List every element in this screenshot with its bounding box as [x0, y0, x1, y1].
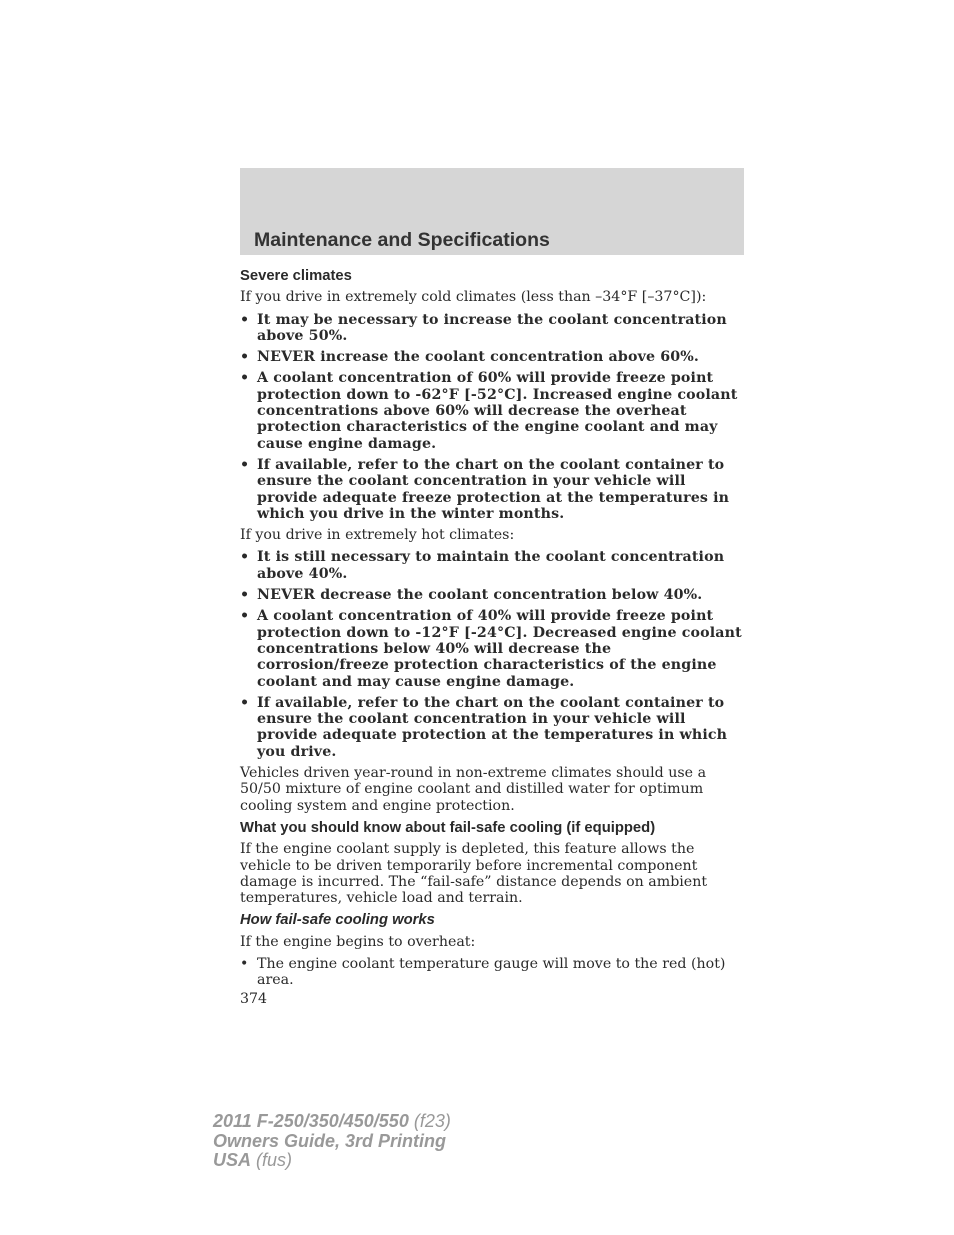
footer-line-model: 2011 F-250/350/450/550 (f23)	[213, 1111, 451, 1131]
section-header-band	[240, 168, 744, 255]
page-number: 374	[240, 990, 268, 1007]
document-footer	[213, 1112, 451, 1171]
fail-safe-paragraph: If the engine coolant supply is depleted, this feature allows the vehicle to be driven temporarily before incremental component damage is incurred. The “fail-safe” distance depends on ambient temperatures, vehicle load and terrain.	[240, 841, 708, 907]
overheat-intro: If the engine begins to overheat:	[240, 933, 476, 950]
subheading-how-it-works: How fail-safe cooling works	[240, 912, 435, 929]
heading-severe-climates: Severe climates	[240, 268, 352, 284]
bullet-icon: •	[240, 587, 250, 604]
list-item: • It may be necessary to increase the coolant concentration above 50%.	[240, 311, 727, 344]
section-title: Maintenance and Specifications	[254, 229, 550, 251]
bullet-icon: •	[240, 456, 250, 473]
bullet-icon: •	[240, 349, 250, 366]
cold-climates-intro: If you drive in extremely cold climates (less than –34°F [–37°C]):	[240, 289, 707, 306]
list-item: • NEVER increase the coolant concentration above 60%.	[240, 349, 699, 366]
hot-climates-list	[240, 549, 744, 760]
bullet-icon: •	[240, 370, 250, 387]
overheat-list	[240, 956, 744, 989]
list-item: • A coolant concentration of 60% will provide freeze point protection down to -62°F [-52°C]. Increased engine coolant concentrations above 60% will decrease the overheat protection characteristics of the engine coolant and may cause engine damage.	[240, 370, 738, 452]
heading-fail-safe-cooling: What you should know about fail-safe cooling (if equipped)	[240, 819, 656, 836]
list-item: • NEVER decrease the coolant concentration below 40%.	[240, 587, 703, 604]
list-item: • If available, refer to the chart on the coolant container to ensure the coolant concentration in your vehicle will provide adequate freeze protection at the temperatures in which you drive in the winter months.	[240, 456, 730, 522]
cold-climates-list	[240, 312, 744, 523]
hot-climates-intro: If you drive in extremely hot climates:	[240, 527, 515, 544]
bullet-icon: •	[240, 608, 250, 625]
non-extreme-paragraph: Vehicles driven year-round in non-extreme climates should use a 50/50 mixture of engine coolant and distilled water for optimum cooling system and engine protection.	[240, 765, 707, 814]
bullet-icon: •	[240, 549, 250, 566]
list-item: • A coolant concentration of 40% will provide freeze point protection down to -12°F [-24°C]. Decreased engine coolant concentrations below 40% will decrease the corrosion/freeze protection characteristics of the engine coolant and may cause engine damage.	[240, 608, 742, 690]
list-item: • The engine coolant temperature gauge will move to the red (hot) area.	[240, 955, 726, 989]
bullet-icon: •	[240, 694, 250, 711]
list-item: • If available, refer to the chart on the coolant container to ensure the coolant concentration in your vehicle will provide adequate protection at the temperatures in which you drive.	[240, 694, 728, 760]
footer-line-guide: Owners Guide, 3rd Printing	[213, 1130, 447, 1151]
footer-line-region: USA (fus)	[213, 1150, 293, 1170]
list-item: • It is still necessary to maintain the coolant concentration above 40%.	[240, 549, 725, 582]
page-content	[240, 264, 744, 1007]
bullet-icon: •	[240, 311, 250, 328]
bullet-icon: •	[240, 955, 249, 972]
